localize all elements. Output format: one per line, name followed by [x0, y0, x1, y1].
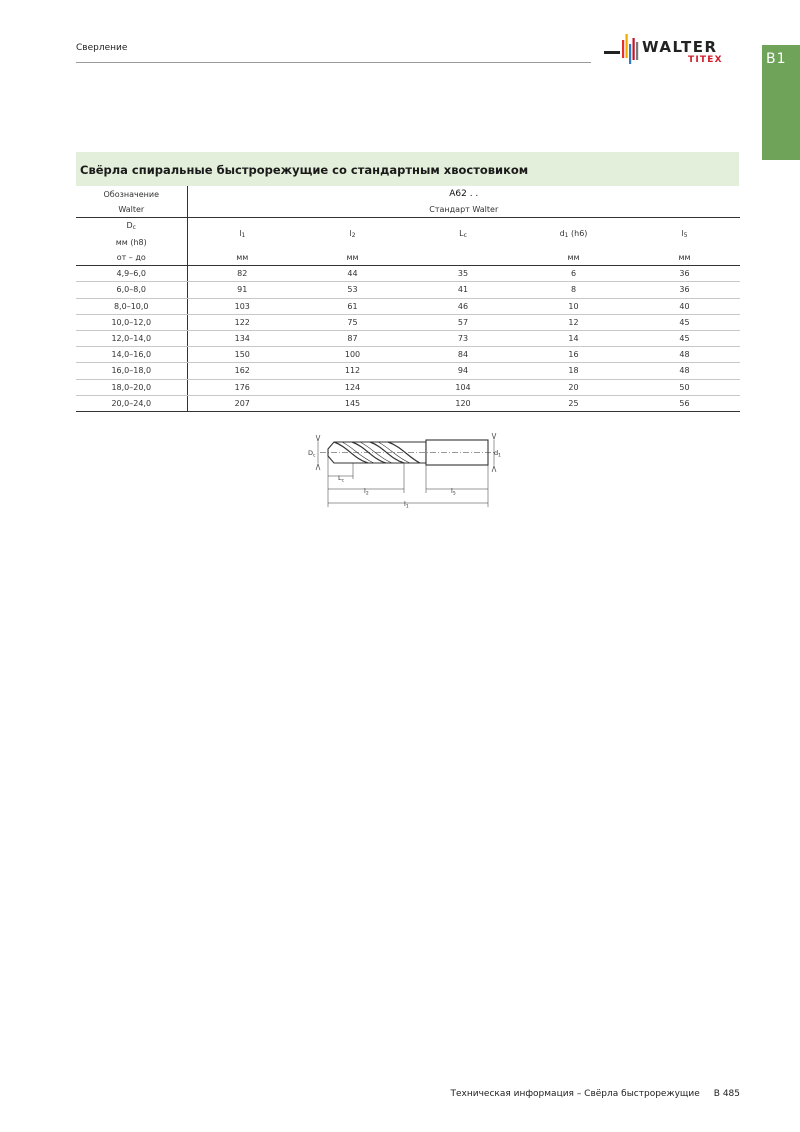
dc-header: $D_c$ мм (h8) [76, 218, 187, 251]
table-cell: 36 [629, 266, 740, 282]
logo-sub: TITEX [688, 55, 723, 65]
section-title: Сверление [76, 43, 128, 53]
table-cell: 40 [629, 298, 740, 314]
table-cell: 207 [187, 395, 297, 411]
table-row [76, 379, 767, 395]
col-header-lc: $L_c$ [459, 228, 467, 239]
table-cell: 12 [518, 314, 629, 330]
table-cell: 10 [518, 298, 629, 314]
label-d1: $d_1$ [494, 449, 502, 459]
table-cell: 120 [408, 395, 518, 411]
chapter-tab: B1 [762, 45, 800, 160]
table-row [76, 395, 767, 411]
label-dc: $D_c$ [308, 449, 316, 459]
logo-brand: WALTER [642, 38, 718, 56]
label-l5: $l_5$ [451, 487, 456, 497]
table-cell: 48 [629, 363, 740, 379]
unit-l2: мм [297, 250, 408, 266]
cell-dc-range: 14,0–16,0 [76, 347, 187, 363]
page-number: B 485 [713, 1089, 740, 1099]
table-cell: 82 [187, 266, 297, 282]
table-row [76, 314, 767, 330]
table-cell: 162 [187, 363, 297, 379]
table-cell: 41 [408, 282, 518, 298]
table-cell: 124 [297, 379, 408, 395]
cell-dc-range: 6,0–8,0 [76, 282, 187, 298]
table-row [76, 330, 767, 346]
header-row-product [76, 186, 767, 218]
table-cell: 8 [518, 282, 629, 298]
table-cell: 73 [408, 330, 518, 346]
label-lc: $L_c$ [338, 474, 345, 484]
col-header-d1: $d_1$ (h6) [559, 228, 588, 239]
table-cell: 87 [297, 330, 408, 346]
table-cell: 53 [297, 282, 408, 298]
product-header: A62 . . Стандарт Walter [187, 186, 740, 218]
table-cell: 176 [187, 379, 297, 395]
table-cell: 18 [518, 363, 629, 379]
cell-dc-range: 20,0–24,0 [76, 395, 187, 411]
cell-dc-range: 12,0–14,0 [76, 330, 187, 346]
table-cell: 16 [518, 347, 629, 363]
unit-d1: мм [518, 250, 629, 266]
table-cell: 45 [629, 330, 740, 346]
table-cell: 91 [187, 282, 297, 298]
table-cell: 20 [518, 379, 629, 395]
table-row [76, 298, 767, 314]
unit-lc [408, 250, 518, 266]
table-cell: 100 [297, 347, 408, 363]
cell-dc-range: 16,0–18,0 [76, 363, 187, 379]
table-cell: 46 [408, 298, 518, 314]
table-cell: 150 [187, 347, 297, 363]
cell-dc-range: 10,0–12,0 [76, 314, 187, 330]
table-row [76, 282, 767, 298]
table-cell: 112 [297, 363, 408, 379]
table-cell: 44 [297, 266, 408, 282]
table-cell: 122 [187, 314, 297, 330]
table-cell: 56 [629, 395, 740, 411]
label-l1: $l_1$ [404, 500, 409, 510]
unit-l5: мм [629, 250, 740, 266]
table-cell: 103 [187, 298, 297, 314]
label-l2: $l_2$ [364, 487, 369, 497]
table-row [76, 266, 767, 282]
table-cell: 6 [518, 266, 629, 282]
table-cell: 57 [408, 314, 518, 330]
table-cell: 45 [629, 314, 740, 330]
cell-dc-range: 8,0–10,0 [76, 298, 187, 314]
table-cell: 48 [629, 347, 740, 363]
table-cell: 75 [297, 314, 408, 330]
table-title: Свёрла спиральные быстрорежущие со стандартным хвостовиком [76, 152, 739, 186]
range-header: от – до [76, 250, 187, 266]
table-cell: 36 [629, 282, 740, 298]
unit-l1: мм [187, 250, 297, 266]
table-row [76, 363, 767, 379]
header-row-symbols [76, 218, 767, 251]
table-cell: 84 [408, 347, 518, 363]
cell-dc-range: 4,9–6,0 [76, 266, 187, 282]
table-cell: 61 [297, 298, 408, 314]
header-row-units [76, 250, 767, 266]
table-row [76, 347, 767, 363]
spec-table [76, 186, 767, 412]
drill-diagram [308, 427, 508, 512]
page-footer [0, 1089, 740, 1099]
table-cell: 35 [408, 266, 518, 282]
col-header-l2: $l_2$ [349, 228, 356, 239]
table-cell: 145 [297, 395, 408, 411]
designation-header: Обозначение Walter [76, 186, 187, 218]
header-rule [76, 62, 591, 63]
table-cell: 25 [518, 395, 629, 411]
walter-titex-logo [604, 30, 744, 70]
footer-text: Техническая информация – Свёрла быстрорежущие [450, 1089, 700, 1099]
table-cell: 14 [518, 330, 629, 346]
table-cell: 94 [408, 363, 518, 379]
table-cell: 50 [629, 379, 740, 395]
col-header-l5: $l_5$ [681, 228, 688, 239]
col-header-l1: $l_1$ [239, 228, 246, 239]
table-cell: 104 [408, 379, 518, 395]
table-cell: 134 [187, 330, 297, 346]
cell-dc-range: 18,0–20,0 [76, 379, 187, 395]
